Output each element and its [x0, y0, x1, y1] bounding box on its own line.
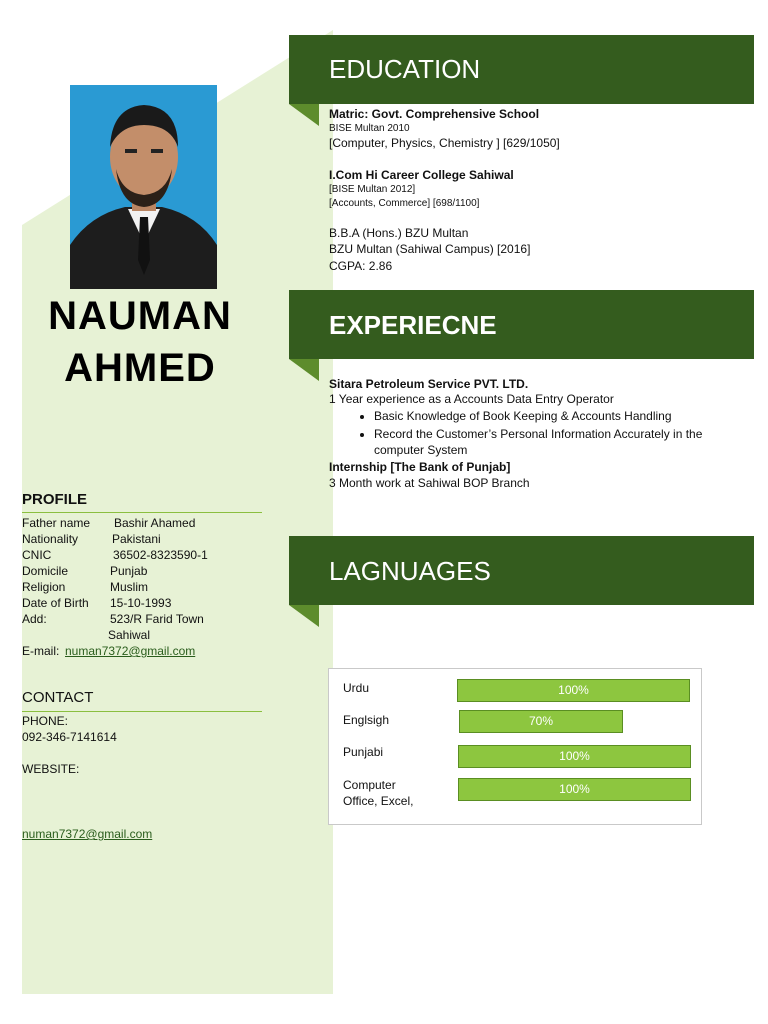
language-name: Urdu [343, 681, 370, 695]
email-label: E-mail: [22, 644, 60, 658]
language-level-label: 70% [528, 714, 554, 728]
profile-label: Nationality [22, 532, 79, 546]
profile-value: 36502-8323590-1 [113, 548, 208, 562]
bba-cgpa: CGPA: 2.86 [329, 259, 393, 273]
language-level-bar [457, 679, 690, 702]
language-level-bar [458, 745, 691, 768]
matric-board: BISE Multan 2010 [329, 123, 410, 134]
language-name: Englsigh [343, 713, 390, 727]
internship-title: Internship [The Bank of Punjab] [329, 460, 511, 474]
profile-divider [22, 512, 262, 513]
bba-line2: BZU Multan (Sahiwal Campus) [2016] [329, 242, 531, 256]
profile-label: Domicile [22, 564, 69, 578]
profile-label: Add: [22, 612, 47, 626]
contact-heading: CONTACT [22, 689, 94, 706]
last-name: AHMED [64, 346, 216, 390]
experience-banner-fold [289, 359, 319, 381]
experience-bullets [330, 408, 730, 458]
first-name: NAUMAN [48, 294, 232, 338]
bba-line1: B.B.A (Hons.) BZU Multan [329, 226, 469, 240]
profile-heading: PROFILE [22, 491, 88, 508]
profile-value: Muslim [110, 580, 148, 594]
profile-label: CNIC [22, 548, 52, 562]
contact-divider [22, 711, 262, 712]
matric-title: Matric: Govt. Comprehensive School [329, 107, 540, 121]
language-level-label: 100% [558, 683, 589, 697]
profile-photo [70, 85, 217, 289]
language-level-label: 100% [559, 749, 590, 763]
education-banner [289, 35, 754, 104]
matric-subjects: [Computer, Physics, Chemistry ] [629/1050] [329, 136, 560, 150]
internship-desc: 3 Month work at Sahiwal BOP Branch [329, 476, 530, 490]
profile-value: Bashir Ahamed [114, 516, 196, 530]
website-label: WEBSITE: [22, 762, 80, 776]
languages-banner [289, 536, 754, 605]
experience-banner [289, 290, 754, 359]
phone-label: PHONE: [22, 714, 69, 728]
company-name: Sitara Petroleum Service PVT. LTD. [329, 377, 529, 391]
address-line2: Sahiwal [108, 628, 151, 642]
education-heading: EDUCATION [329, 54, 481, 84]
profile-value: 15-10-1993 [110, 596, 172, 610]
website-link[interactable]: numan7372@gmail.com [22, 827, 153, 841]
icom-subjects: [Accounts, Commerce] [698/1100] [329, 198, 480, 209]
languages-banner-fold [289, 605, 319, 627]
language-name: Computer Office, Excel, [343, 778, 414, 808]
phone-number: 092-346-7141614 [22, 730, 117, 744]
icom-board: [BISE Multan 2012] [329, 184, 416, 195]
education-banner-fold [289, 104, 319, 126]
experience-heading: EXPERIECNE [329, 310, 497, 340]
bullet-item: • Record the Customer’s Personal Information Accurately in the computer System [374, 426, 730, 458]
icom-title: I.Com Hi Career College Sahiwal [329, 168, 514, 182]
email-link[interactable]: numan7372@gmail.com [65, 644, 196, 658]
language-name: Punjabi [343, 745, 384, 759]
profile-value: Pakistani [112, 532, 161, 546]
bullet-item: • Basic Knowledge of Book Keeping & Accounts Handling [374, 408, 730, 424]
language-level-bar [458, 778, 691, 801]
profile-label: Date of Birth [22, 596, 89, 610]
language-level-label: 100% [559, 782, 590, 796]
languages-heading: LAGNUAGES [329, 556, 491, 586]
language-level-bar [459, 710, 623, 733]
profile-value: 523/R Farid Town [110, 612, 204, 626]
profile-label: Religion [22, 580, 66, 594]
profile-label: Father name [22, 516, 91, 530]
job-role: 1 Year experience as a Accounts Data Entry Operator [329, 392, 614, 406]
language-skills-box [328, 668, 702, 825]
person-portrait-icon [70, 85, 217, 289]
profile-value: Punjab [110, 564, 148, 578]
